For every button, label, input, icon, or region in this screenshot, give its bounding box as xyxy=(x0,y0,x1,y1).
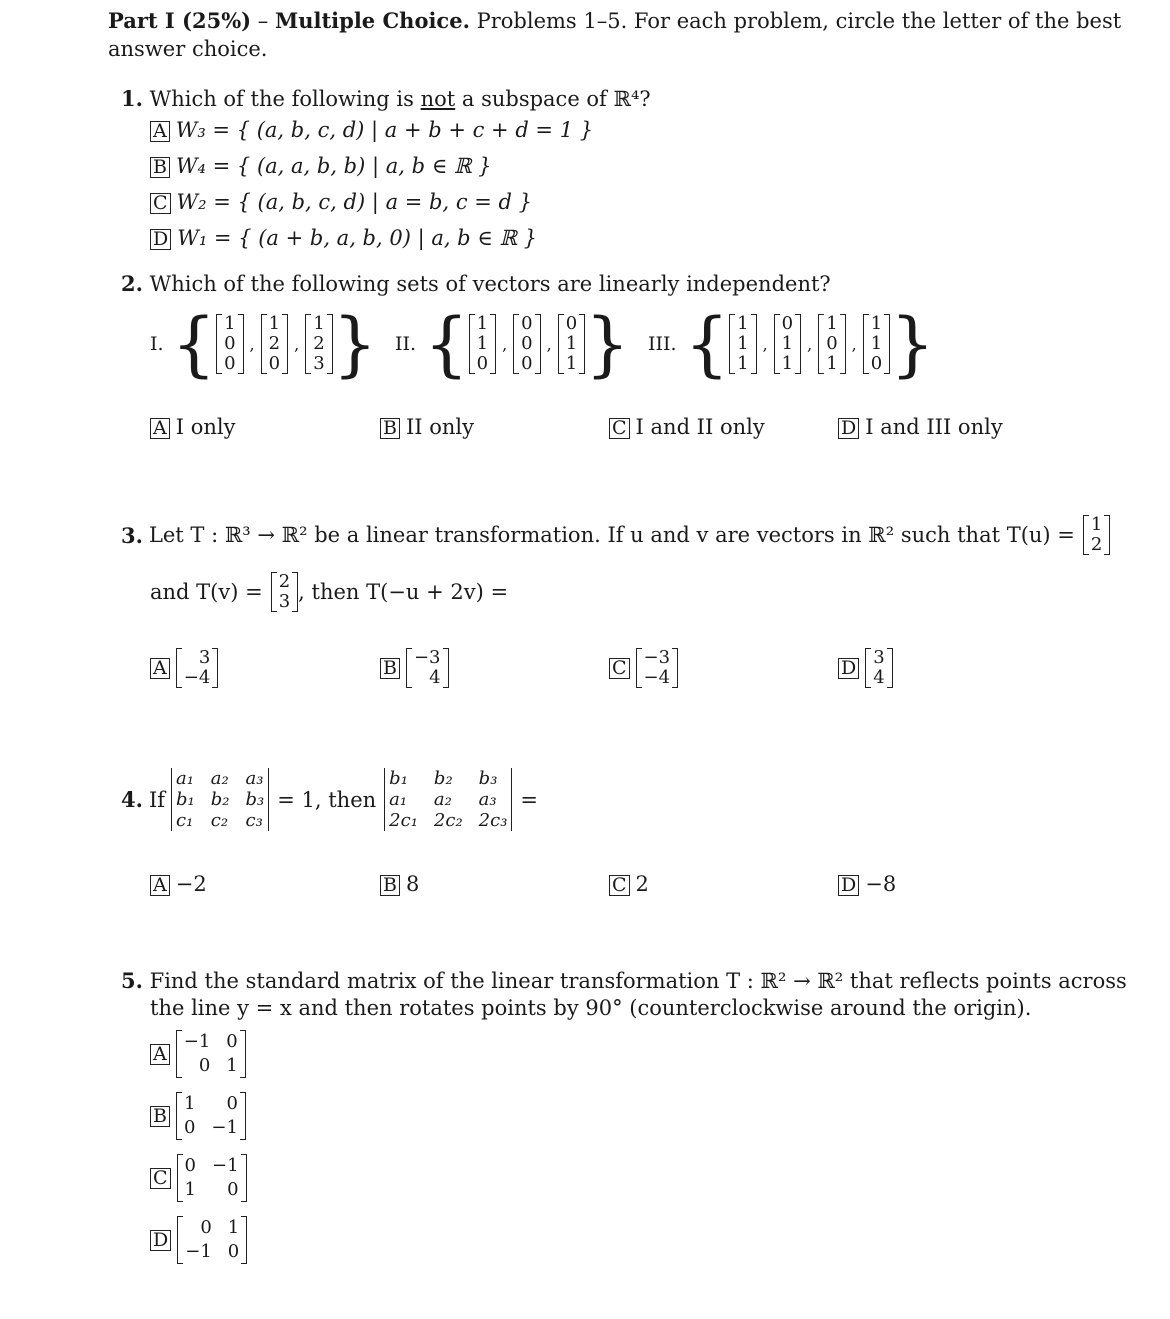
matrix xyxy=(177,1216,247,1264)
vector xyxy=(216,314,243,374)
option-letter-box: D xyxy=(150,1230,171,1251)
q3-option-c[interactable] xyxy=(609,648,678,688)
left-brace: { xyxy=(684,303,730,385)
vector xyxy=(636,648,679,688)
det-entry: a₃ xyxy=(478,789,497,810)
vector xyxy=(818,314,845,374)
left-brace: { xyxy=(171,303,217,385)
vector-entry: −4 xyxy=(643,667,671,688)
vector-entry: 1 xyxy=(737,333,749,354)
option-letter-box: C xyxy=(609,418,630,439)
vector xyxy=(865,648,892,688)
q1-number: 1. xyxy=(121,86,143,111)
left-brace: { xyxy=(424,303,469,385)
vector xyxy=(261,314,288,374)
q3-option-b[interactable] xyxy=(380,648,449,688)
vector-entry: 1 xyxy=(781,333,794,354)
vector xyxy=(406,648,449,688)
matrix-entry: −1 xyxy=(183,1031,211,1052)
matrix-entry: 0 xyxy=(226,1093,238,1114)
vector-entry: 0 xyxy=(521,313,533,334)
q5-stem xyxy=(121,968,1127,993)
det-entry: 2c₃ xyxy=(478,810,508,831)
vector-entry: 0 xyxy=(476,353,489,374)
header-instructions: Problems 1–5. For each problem, circle the letter of the best xyxy=(476,9,1122,33)
vector-entry: 1 xyxy=(1090,514,1103,535)
vector xyxy=(305,314,332,374)
option-letter-box: A xyxy=(150,875,170,896)
q4-option-c-text: 2 xyxy=(635,872,649,896)
option-letter-box: A xyxy=(150,418,170,439)
vector xyxy=(863,314,890,374)
option-letter-box: C xyxy=(609,658,630,679)
q2-number: 2. xyxy=(121,271,143,296)
vector-entry: 1 xyxy=(737,353,749,374)
det-entry: c₁ xyxy=(176,810,194,831)
vector xyxy=(558,314,585,374)
matrix-entry: −1 xyxy=(185,1241,212,1262)
vector-entry: 3 xyxy=(313,353,325,374)
matrix xyxy=(176,1030,246,1078)
q1-stem xyxy=(121,86,651,111)
matrix-entry: 0 xyxy=(198,1055,211,1076)
matrix xyxy=(176,1092,246,1140)
det-entry: b₁ xyxy=(389,768,408,789)
header-instructions-cont: answer choice. xyxy=(108,37,268,61)
q4-option-b-text: 8 xyxy=(405,872,420,896)
vector-entry: 1 xyxy=(476,333,489,354)
set-label: I. xyxy=(150,333,164,355)
q3-then: , then T(−u + 2v) = xyxy=(298,580,509,604)
q5-text-cont: the line y = x and then rotates points by 90° (counterclockwise around the origin). xyxy=(150,996,1032,1020)
matrix-entry: 0 xyxy=(183,1117,196,1138)
det-entry: c₂ xyxy=(210,810,229,831)
vector-set-i: I. { 1 0 0 , 1 2 0 , 1 2 3 } xyxy=(150,303,378,385)
q4-if: If xyxy=(148,787,166,812)
vector xyxy=(774,314,801,374)
matrix-entry: −1 xyxy=(211,1117,238,1138)
vector xyxy=(513,314,540,374)
q5-option-b[interactable] xyxy=(150,1092,246,1140)
vector-entry: 1 xyxy=(268,313,281,334)
q4-option-a-text: −2 xyxy=(175,872,207,896)
set-label: II. xyxy=(395,333,417,355)
vector-entry: −3 xyxy=(413,647,441,668)
matrix-entry: 1 xyxy=(184,1179,196,1200)
vector-entry: −4 xyxy=(183,667,211,688)
vector-tv xyxy=(271,572,298,612)
vector xyxy=(729,314,756,374)
option-letter-box: B xyxy=(150,1106,170,1127)
matrix-entry: 0 xyxy=(200,1217,212,1238)
matrix-entry: 1 xyxy=(226,1055,238,1076)
det-entry: a₁ xyxy=(389,789,408,810)
q1-option-c[interactable] xyxy=(150,190,532,214)
matrix-entry: 0 xyxy=(226,1031,238,1052)
q4-option-d-text: −8 xyxy=(865,872,897,896)
det-entry: b₁ xyxy=(176,789,195,810)
det-entry: a₂ xyxy=(433,789,452,810)
vector-entry: 0 xyxy=(224,353,236,374)
option-letter-box: C xyxy=(150,1168,171,1189)
q1-text-b: a subspace of ℝ⁴? xyxy=(461,87,651,111)
vector-entry: 1 xyxy=(737,313,749,334)
q2-option-b-text: II only xyxy=(405,415,474,439)
q4-stem xyxy=(121,768,538,831)
q4-eq2: = xyxy=(520,787,539,812)
right-brace: } xyxy=(890,303,935,385)
right-brace: } xyxy=(585,303,630,385)
set-label: III. xyxy=(648,333,677,355)
det-entry: a₂ xyxy=(210,768,229,789)
vector-set-iii: III. { 1 1 1 , 0 1 1 , 1 0 1 , 1 1 0 } xyxy=(648,303,935,385)
det-entry: a₃ xyxy=(245,768,264,789)
q1-option-d-text: W₁ = { (a + b, a, b, 0) | a, b ∈ ℝ } xyxy=(177,226,538,250)
vector-entry: 1 xyxy=(476,313,489,334)
q2-text: Which of the following sets of vectors are linearly independent? xyxy=(149,272,831,296)
matrix-entry: 1 xyxy=(183,1093,196,1114)
q2-option-d-text: I and III only xyxy=(865,415,1003,439)
vector-tu xyxy=(1083,515,1110,555)
part-header xyxy=(108,8,1121,33)
option-letter-box: D xyxy=(150,229,171,250)
q2-option-a-text: I only xyxy=(175,415,236,439)
option-letter-box: C xyxy=(609,875,630,896)
option-letter-box: D xyxy=(838,658,859,679)
vector-entry: −3 xyxy=(643,647,671,668)
vector-entry: 1 xyxy=(565,353,578,374)
det-entry: 2c₂ xyxy=(433,810,463,831)
q4-option-d[interactable] xyxy=(838,872,896,896)
vector-entry: 0 xyxy=(781,313,794,334)
det-entry: 2c₁ xyxy=(389,810,418,831)
header-dash: – xyxy=(257,9,269,33)
option-letter-box: B xyxy=(380,658,400,679)
vector-entry: 3 xyxy=(198,647,211,668)
vector-entry: 1 xyxy=(781,353,794,374)
determinant-1 xyxy=(171,768,269,831)
det-entry: b₂ xyxy=(210,789,230,810)
vector-entry: 4 xyxy=(429,667,441,688)
option-letter-box: A xyxy=(150,658,170,679)
q3-stem-cont xyxy=(150,572,508,612)
q3-option-a[interactable] xyxy=(150,648,218,688)
vector-entry: 1 xyxy=(826,353,838,374)
vector-entry: 2 xyxy=(313,333,325,354)
q3-and-tv: and T(v) = xyxy=(150,580,263,604)
option-letter-box: B xyxy=(380,418,400,439)
option-letter-box: D xyxy=(838,875,859,896)
q4-option-b[interactable] xyxy=(380,872,419,896)
q1-option-a-text: W₃ = { (a, b, c, d) | a + b + c + d = 1 } xyxy=(175,118,594,142)
q3-text: Let T : ℝ³ → ℝ² be a linear transformation. If u and v are vectors in ℝ² such that T(u) = xyxy=(148,523,1075,547)
vector-entry: 1 xyxy=(313,313,325,334)
q1-option-d[interactable] xyxy=(150,226,537,250)
vector-entry: 0 xyxy=(521,353,533,374)
q2-option-d[interactable] xyxy=(838,415,1003,439)
header-title: Multiple Choice. xyxy=(274,8,470,33)
q4-option-c[interactable] xyxy=(609,872,649,896)
q5-option-d[interactable] xyxy=(150,1216,247,1264)
q1-option-b[interactable] xyxy=(150,154,491,178)
vector-entry: 0 xyxy=(565,313,578,334)
q1-option-b-text: W₄ = { (a, a, b, b) | a, b ∈ ℝ } xyxy=(175,154,492,178)
option-letter-box: A xyxy=(150,121,170,142)
q5-text: Find the standard matrix of the linear transformation T : ℝ² → ℝ² that reflects points across xyxy=(149,969,1127,993)
matrix-entry: 0 xyxy=(227,1241,240,1262)
matrix-entry: 1 xyxy=(227,1217,240,1238)
vector-entry: 3 xyxy=(278,591,291,612)
vector-entry: 0 xyxy=(870,353,883,374)
vector-entry: 0 xyxy=(268,353,281,374)
q2-option-b[interactable] xyxy=(380,415,474,439)
vector-entry: 2 xyxy=(278,571,291,592)
option-letter-box: D xyxy=(838,418,859,439)
vector-entry: 0 xyxy=(521,333,533,354)
option-letter-box: B xyxy=(380,875,400,896)
vector-entry: 2 xyxy=(268,333,281,354)
q4-option-a[interactable] xyxy=(150,872,207,896)
matrix-entry: 0 xyxy=(184,1155,196,1176)
q2-option-c-text: I and II only xyxy=(635,415,765,439)
matrix-entry: 0 xyxy=(227,1179,239,1200)
vector xyxy=(176,648,219,688)
q1-option-c-text: W₂ = { (a, b, c, d) | a = b, c = d } xyxy=(176,190,533,214)
q4-eq: = 1, then xyxy=(277,787,377,812)
det-entry: b₃ xyxy=(245,789,265,810)
vector-entry: 1 xyxy=(224,313,236,334)
q2-option-c[interactable] xyxy=(609,415,765,439)
vector-entry: 4 xyxy=(873,667,885,688)
vector-entry: 0 xyxy=(826,333,838,354)
matrix xyxy=(177,1154,247,1202)
q1-option-a[interactable] xyxy=(150,118,593,142)
right-brace: } xyxy=(332,303,378,385)
q3-stem xyxy=(121,515,1110,555)
option-letter-box: A xyxy=(150,1044,170,1065)
q4-number: 4. xyxy=(121,787,143,812)
vector-entry: 1 xyxy=(870,333,883,354)
q5-option-a[interactable] xyxy=(150,1030,246,1078)
q5-number: 5. xyxy=(121,968,143,993)
det-entry: c₃ xyxy=(245,810,263,831)
vector-set-ii: II. { 1 1 0 , 0 0 0 , 0 1 1 } xyxy=(395,303,630,385)
q2-stem xyxy=(121,271,831,296)
q3-number: 3. xyxy=(121,522,143,548)
vector-entry: 0 xyxy=(224,333,236,354)
matrix-entry: −1 xyxy=(212,1155,239,1176)
part-label: Part I (25%) xyxy=(108,8,252,33)
q2-option-a[interactable] xyxy=(150,415,235,439)
vector-entry: 1 xyxy=(826,313,838,334)
option-letter-box: C xyxy=(150,193,171,214)
det-entry: b₂ xyxy=(433,768,453,789)
option-letter-box: B xyxy=(150,157,170,178)
det-entry: b₃ xyxy=(478,768,498,789)
det-entry: a₁ xyxy=(176,768,194,789)
vector-entry: 1 xyxy=(565,333,578,354)
determinant-2 xyxy=(384,768,512,831)
vector-entry: 1 xyxy=(870,313,883,334)
vector xyxy=(469,314,496,374)
q5-option-c[interactable] xyxy=(150,1154,247,1202)
q1-text-a: Which of the following is xyxy=(149,87,414,111)
q3-option-d[interactable] xyxy=(838,648,893,688)
vector-entry: 2 xyxy=(1090,534,1103,555)
vector-entry: 3 xyxy=(873,647,885,668)
q1-not: not xyxy=(420,87,456,111)
